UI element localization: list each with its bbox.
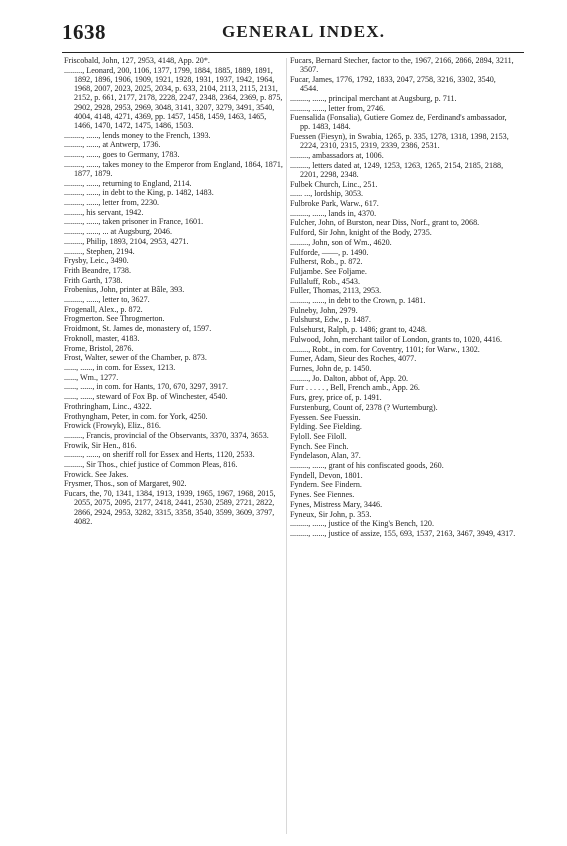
index-entry: Frogenall, Alex., p. 872. [64,304,143,314]
index-entry: Frysby, Leic., 3490. [64,256,129,266]
index-entry: Fulneby, John, 2979. [290,305,358,315]
index-entry: Fynes, Mistress Mary, 3446. [290,499,383,509]
index-entry: Frowick. See Jakes. [64,469,129,479]
index-entry: ......, ......, in com. for Essex, 1213. [64,363,176,372]
index-entry: ........., ......, returning to England, 2114. [64,178,192,188]
index-column-left [64,56,283,526]
index-entry: Frowik, Sir Hen., 816. [64,440,137,450]
index-entry: Fuller, Thomas, 2113, 2953. [290,286,382,296]
index-entry: Frome, Bristol, 2876. [64,343,134,353]
index-entry: ........., John, son of Wm., 4620. [290,237,392,247]
page-title: GENERAL INDEX. [222,22,386,41]
index-entry: Friscobald, John, 127, 2953, 4148, App. 20*. [64,56,210,65]
index-entry: ........., ......, lends money to the French, 1393. [64,130,211,140]
index-entry: ........., ......, letter from, 2746. [290,103,386,113]
index-entry: Fumer, Adam, Sieur des Roches, 4077. [290,354,417,364]
index-entry: Fyndell, Devon, 1801. [290,470,363,480]
index-entry: Fulbroke Park, Warw., 617. [290,199,379,209]
index-entry: Fulford, Sir John, knight of the Body, 2735. [290,228,432,238]
index-entry: Frost, Walter, sewer of the Chamber, p. 873. [64,353,207,363]
index-entry: ........., Stephen, 2194. [64,246,135,256]
index-entry: ........., ......, justice of assize, 155, 693, 1537, 2163, 3467, 3949, 4317. [290,528,516,538]
index-entry: Fynch. See Finch. [290,441,349,451]
index-entry: ........., ambassadors at, 1006. [290,151,384,161]
index-entry: Frobenius, John, printer at Bâle, 393. [64,285,185,295]
index-entry: ........., ......, taken prisoner in France, 1601. [64,217,204,227]
index-entry: Froknoll, master, 4183. [64,333,140,343]
index-entry: Fyndern. See Findern. [290,480,362,490]
index-entry: Fyessen. See Fuessin. [290,412,361,422]
index-entry: ........., Jo. Dalton, abbot of, App. 20. [290,373,409,383]
index-entry: Fyneux, Sir John, p. 353. [290,509,372,519]
index-entry: Fulherst, Rob., p. 872. [290,257,363,267]
index-entry: ........., ......, justice of the King's Bench, 120. [290,519,434,529]
index-entry: Frothringham, Linc., 4322. [64,401,152,411]
index-entry: Fulforde, ——, p. 1490. [290,247,369,257]
index-entry: Furr . . . . . , Bell, French amb., App. 26. [290,383,420,393]
index-entry: Furstenburg, Count of, 2378 (? Wurtemburg). [290,402,438,412]
index-entry: ........., ......, goes to Germany, 1783. [64,150,180,160]
index-entry: Frogmerton. See Throgmerton. [64,314,165,324]
index-entry: ........., ......, letter from, 2230. [64,198,160,208]
index-entry: Fuensalida (Fonsalia), Gutiere Gomez de, Ferdinand's ambassador, pp. 1483, 1484. [290,113,507,132]
index-entry: ...... ..., lordship, 3053. [290,189,364,199]
index-entry: ........., Leonard, 200, 1106, 1377, 1799, 1884, 1885, 1889, 1891, 1892, 1896, 1906, 1909, 1921, 1928, 1931, 1937, 1942, 1964, 1968, 2007, 2023, 2025, 2034, p. 633, 2104, 2113, 2115, 2131, 2152, p. 661, 2177, 2178, 2228, 2247, 2348, 2364, 2369, p. 875, 2902, 2928, 2953, 2969, 3048, 3141, 3207, 3279, 3491, 3540, 4004, 4148, 4271, 4369, pp. 1457, 1458, 1459, 1463, 1465, 1466, 1470, 1472, 1475, 1486, 1503. [64,65,283,130]
index-entry: ......, ......, in com. for Hants, 170, 670, 3297, 3917. [64,382,228,392]
index-entry: Fulcher, John, of Burston, near Diss, Norf., grant to, 2068. [290,218,480,228]
index-entry: ........., ......, in debt to the King, p. 1482, 1483. [64,188,214,198]
index-entry: Furnes, John de, p. 1450. [290,364,372,373]
index-entry: Fulbek Church, Linc., 251. [290,179,378,189]
index-entry: Fyloll. See Filoll. [290,431,347,441]
index-entry: Froidmont, St. James de, monastery of, 1597. [64,324,212,334]
page-header [62,20,522,48]
index-entry: ........., letters dated at, 1249, 1253, 1263, 1265, 2154, 2185, 2188, 2201, 2298, 2348. [290,160,504,179]
index-entry: Fucars, the, 70, 1341, 1384, 1913, 1939, 1965, 1967, 1968, 2015, 2055, 2075, 2095, 2177, 2418, 2441, 2530, 2589, 2721, 2822, 2866, 2924, 2953, 3282, 3315, 3358, 3540, 3599, 3609, 3797, 4082. [64,489,276,526]
index-entry: Frowick (Frowyk), Eliz., 816. [64,421,161,431]
index-entry: Fuljambe. See Foljame. [290,266,367,276]
index-entry: Fulshurst, Edw., p. 1487. [290,315,371,325]
index-entry: ........., ......, principal merchant at Augsburg, p. 711. [290,93,457,103]
index-entry: ........., ......, grant of his confiscated goods, 260. [290,461,444,471]
index-entry: ........., Philip, 1893, 2104, 2953, 4271. [64,236,189,246]
index-entry: Fucar, James, 1776, 1792, 1833, 2047, 2758, 3216, 3302, 3540, 4544. [290,74,496,94]
index-entry: Fulwood, John, merchant tailor of London, grants to, 1020, 4416. [290,334,502,344]
index-entry: ......, ......, steward of Fox Bp. of Winchester, 4540. [64,392,228,402]
index-entry: Frysmer, Thos., son of Margaret, 902. [64,479,187,489]
index-entry: ........., ......, takes money to the Emperor from England, 1864, 1871, 1877, 1879. [64,159,283,178]
index-entry: ........., ......, at Antwerp, 1736. [64,140,161,150]
index-entry: Fynes. See Fiennes. [290,490,355,500]
index-entry: Frith Beandre, 1738. [64,265,131,275]
index-entry: Frith Garth, 1738. [64,275,123,285]
index-entry: Fyndelason, Alan, 37. [290,451,361,461]
index-entry: ........., ......, in debt to the Crown, p. 1481. [290,296,426,306]
index-entry: Fucars, Bernard Stecher, factor to the, 1967, 2166, 2866, 2894, 3211, 3507. [290,56,514,75]
index-entry: ........., ......, ... at Augsburg, 2046. [64,227,172,237]
index-entry: ........., ......, letter to, 3627. [64,295,150,305]
header-rule [62,52,524,53]
index-entry: Furs, grey, price of, p. 1491. [290,393,382,403]
index-entry: Fullaluff, Rob., 4543. [290,276,360,286]
index-entry: Fulsehurst, Ralph, p. 1486; grant to, 4248. [290,325,427,335]
index-entry: ........., his servant, 1942. [64,207,144,217]
index-entry: ........., Francis, provincial of the Observants, 3370, 3374, 3653. [64,430,269,440]
index-entry: Fylding. See Fielding. [290,422,362,432]
page-number: 1638 [62,20,106,44]
index-entry: ......, Wm., 1277. [64,372,119,382]
index-entry: ........., Robt., in com. for Coventry, 1101; for Warw., 1302. [290,344,480,354]
index-entry: ........., Sir Thos., chief justice of Common Pleas, 816. [64,460,238,470]
index-column-right [290,56,516,539]
column-divider [286,58,287,834]
index-entry: Frothyngham, Peter, in com. for York, 4250. [64,411,208,421]
index-entry: ........., ......, lands in, 4370. [290,208,377,218]
index-entry: ........., ......, on sheriff roll for Essex and Herts, 1120, 2533. [64,450,255,460]
index-entry: Fuessen (Fiesyn), in Swabia, 1265, p. 335, 1278, 1318, 1398, 2153, 2224, 2310, 2315, 2319, 2339, 2386, 2531. [290,132,509,151]
